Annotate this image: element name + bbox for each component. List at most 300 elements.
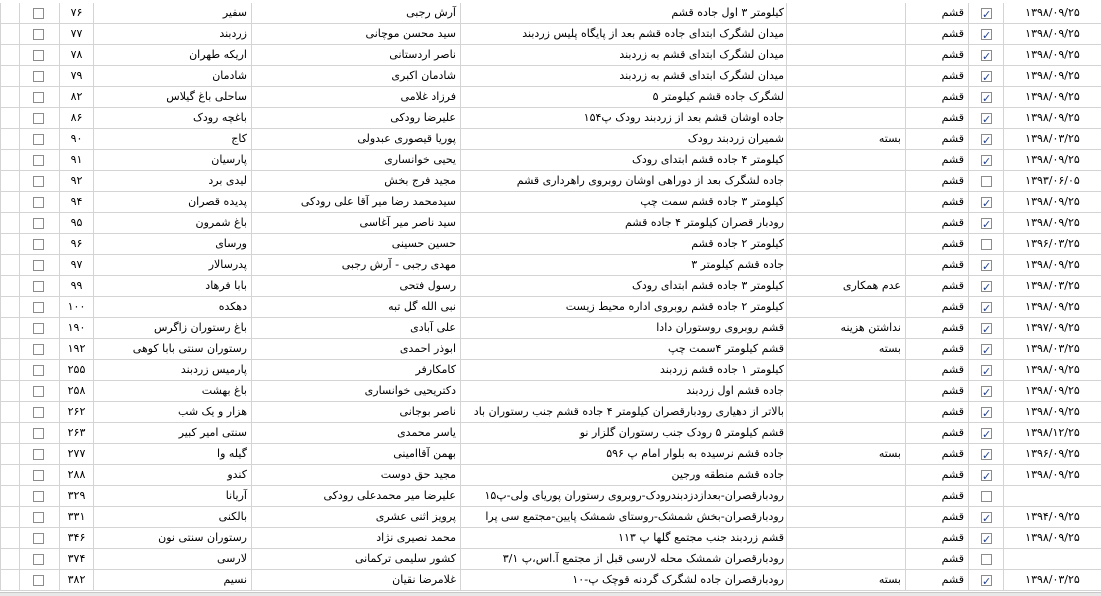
date-cell[interactable]: ۱۳۹۸/۰۹/۲۵ <box>1003 150 1101 170</box>
owner-name-cell[interactable]: یحیی خوانساری <box>251 150 460 170</box>
active-checkbox-cell[interactable] <box>968 381 1003 401</box>
row-select-checkbox[interactable] <box>33 512 44 523</box>
row-select-checkbox[interactable] <box>33 428 44 439</box>
owner-name-cell[interactable]: مهدی رجبی - آرش رجبی <box>251 255 460 275</box>
owner-name-cell[interactable]: حسین حسینی <box>251 234 460 254</box>
place-name-cell[interactable]: باغچه رودک <box>93 108 251 128</box>
city-cell[interactable]: قشم <box>905 3 968 23</box>
select-checkbox-cell[interactable] <box>19 213 59 233</box>
row-select-checkbox[interactable] <box>33 197 44 208</box>
active-checkbox[interactable] <box>981 323 992 334</box>
address-cell[interactable]: قشم روبروی روستوران دادا <box>460 318 786 338</box>
status-cell[interactable] <box>786 66 905 86</box>
place-name-cell[interactable]: نسیم <box>93 570 251 590</box>
date-cell[interactable]: ۱۳۹۸/۰۳/۲۵ <box>1003 570 1101 590</box>
id-cell[interactable]: ۲۸۸ <box>59 465 93 485</box>
date-cell[interactable] <box>1003 486 1101 506</box>
city-cell[interactable]: قشم <box>905 297 968 317</box>
city-cell[interactable]: قشم <box>905 486 968 506</box>
date-cell[interactable]: ۱۳۹۸/۰۳/۲۵ <box>1003 339 1101 359</box>
active-checkbox-cell[interactable] <box>968 3 1003 23</box>
owner-name-cell[interactable]: رسول فتحی <box>251 276 460 296</box>
active-checkbox[interactable] <box>981 29 992 40</box>
address-cell[interactable]: میدان لشگرک ابتدای قشم به زردبند <box>460 45 786 65</box>
place-name-cell[interactable]: گیله وا <box>93 444 251 464</box>
select-checkbox-cell[interactable] <box>19 276 59 296</box>
owner-name-cell[interactable]: علیرضا رودکی <box>251 108 460 128</box>
select-checkbox-cell[interactable] <box>19 465 59 485</box>
city-cell[interactable]: قشم <box>905 87 968 107</box>
id-cell[interactable]: ۸۲ <box>59 87 93 107</box>
owner-name-cell[interactable]: پوریا قیصوری عبدولی <box>251 129 460 149</box>
address-cell[interactable]: جاده قشم کیلومتر ۳ <box>460 255 786 275</box>
place-name-cell[interactable]: آریانا <box>93 486 251 506</box>
address-cell[interactable]: کیلومتر ۲ جاده قشم روبروی اداره محیط زیست <box>460 297 786 317</box>
active-checkbox-cell[interactable] <box>968 213 1003 233</box>
city-cell[interactable]: قشم <box>905 528 968 548</box>
active-checkbox-cell[interactable] <box>968 150 1003 170</box>
owner-name-cell[interactable]: علی آبادی <box>251 318 460 338</box>
select-checkbox-cell[interactable] <box>19 444 59 464</box>
city-cell[interactable]: قشم <box>905 24 968 44</box>
status-cell[interactable]: بسته <box>786 444 905 464</box>
city-cell[interactable]: قشم <box>905 129 968 149</box>
id-cell[interactable]: ۱۰۰ <box>59 297 93 317</box>
active-checkbox[interactable] <box>981 92 992 103</box>
date-cell[interactable]: ۱۳۹۸/۰۳/۲۵ <box>1003 276 1101 296</box>
address-cell[interactable]: کیلومتر ۲ جاده قشم <box>460 234 786 254</box>
place-name-cell[interactable]: لیدی برد <box>93 171 251 191</box>
active-checkbox[interactable] <box>981 218 992 229</box>
place-name-cell[interactable]: باغ شمرون <box>93 213 251 233</box>
active-checkbox[interactable] <box>981 386 992 397</box>
select-checkbox-cell[interactable] <box>19 87 59 107</box>
address-cell[interactable]: رودبارقصران-بعدازدزدبندرودک-روبروی رستوران پوریای ولی-پ۱۵ <box>460 486 786 506</box>
select-checkbox-cell[interactable] <box>19 255 59 275</box>
active-checkbox[interactable] <box>981 365 992 376</box>
address-cell[interactable]: رودبارقصران شمشک محله لارسی قبل از مجتمع آ.اس،پ ۳/۱ <box>460 549 786 569</box>
city-cell[interactable]: قشم <box>905 339 968 359</box>
select-checkbox-cell[interactable] <box>19 171 59 191</box>
city-cell[interactable]: قشم <box>905 423 968 443</box>
date-cell[interactable]: ۱۳۹۸/۰۳/۲۵ <box>1003 129 1101 149</box>
place-name-cell[interactable]: ورسای <box>93 234 251 254</box>
active-checkbox[interactable] <box>981 260 992 271</box>
active-checkbox[interactable] <box>981 554 992 565</box>
active-checkbox[interactable] <box>981 512 992 523</box>
city-cell[interactable]: قشم <box>905 507 968 527</box>
place-name-cell[interactable]: پدیده قصران <box>93 192 251 212</box>
address-cell[interactable]: رودبارقصران جاده لشگرک گردنه قوچک پ-۱۰ <box>460 570 786 590</box>
place-name-cell[interactable]: باغ بهشت <box>93 381 251 401</box>
row-select-checkbox[interactable] <box>33 113 44 124</box>
id-cell[interactable]: ۹۹ <box>59 276 93 296</box>
address-cell[interactable]: رودبارقصران-بخش شمشک-روستای شمشک پایین-مجتمع سی پرا <box>460 507 786 527</box>
row-select-checkbox[interactable] <box>33 344 44 355</box>
id-cell[interactable]: ۷۷ <box>59 24 93 44</box>
owner-name-cell[interactable]: شادمان اکبری <box>251 66 460 86</box>
status-cell[interactable] <box>786 507 905 527</box>
status-cell[interactable] <box>786 381 905 401</box>
active-checkbox[interactable] <box>981 71 992 82</box>
id-cell[interactable]: ۳۴۶ <box>59 528 93 548</box>
active-checkbox-cell[interactable] <box>968 339 1003 359</box>
active-checkbox-cell[interactable] <box>968 108 1003 128</box>
address-cell[interactable]: جاده قشم نرسیده به بلوار امام پ ۵۹۶ <box>460 444 786 464</box>
date-cell[interactable]: ۱۳۹۸/۰۹/۲۵ <box>1003 87 1101 107</box>
place-name-cell[interactable]: زردبند <box>93 24 251 44</box>
date-cell[interactable]: ۱۳۹۷/۰۹/۲۵ <box>1003 318 1101 338</box>
active-checkbox-cell[interactable] <box>968 45 1003 65</box>
place-name-cell[interactable]: رستوران سنتی بابا کوهی <box>93 339 251 359</box>
owner-name-cell[interactable]: ناصر بوجانی <box>251 402 460 422</box>
select-checkbox-cell[interactable] <box>19 381 59 401</box>
active-checkbox-cell[interactable] <box>968 192 1003 212</box>
city-cell[interactable]: قشم <box>905 381 968 401</box>
active-checkbox-cell[interactable] <box>968 297 1003 317</box>
place-name-cell[interactable]: کاج <box>93 129 251 149</box>
row-select-checkbox[interactable] <box>33 155 44 166</box>
id-cell[interactable]: ۹۱ <box>59 150 93 170</box>
id-cell[interactable]: ۹۲ <box>59 171 93 191</box>
active-checkbox-cell[interactable] <box>968 549 1003 569</box>
date-cell[interactable]: ۱۳۹۸/۰۹/۲۵ <box>1003 213 1101 233</box>
date-cell[interactable]: ۱۳۹۸/۰۹/۲۵ <box>1003 465 1101 485</box>
address-cell[interactable]: کیلومتر ۴ جاده قشم ابتدای رودک <box>460 150 786 170</box>
address-cell[interactable]: جاده لشگرک بعد از دوراهی اوشان روبروی راهرداری قشم <box>460 171 786 191</box>
address-cell[interactable]: شمیران زردبند رودک <box>460 129 786 149</box>
select-checkbox-cell[interactable] <box>19 507 59 527</box>
row-select-checkbox[interactable] <box>33 218 44 229</box>
select-checkbox-cell[interactable] <box>19 108 59 128</box>
place-name-cell[interactable]: پارمیس زردبند <box>93 360 251 380</box>
city-cell[interactable]: قشم <box>905 549 968 569</box>
select-checkbox-cell[interactable] <box>19 486 59 506</box>
row-select-checkbox[interactable] <box>33 281 44 292</box>
address-cell[interactable]: قشم کیلومتر ۵ رودک جنب رستوران گلزار نو <box>460 423 786 443</box>
status-cell[interactable]: بسته <box>786 570 905 590</box>
active-checkbox[interactable] <box>981 176 992 187</box>
date-cell[interactable]: ۱۳۹۶/۰۳/۲۵ <box>1003 234 1101 254</box>
status-cell[interactable] <box>786 171 905 191</box>
address-cell[interactable]: کیلومتر ۳ اول جاده قشم <box>460 3 786 23</box>
address-cell[interactable]: جاده اوشان قشم بعد از زردبند رودک پ۱۵۴ <box>460 108 786 128</box>
active-checkbox-cell[interactable] <box>968 360 1003 380</box>
active-checkbox[interactable] <box>981 50 992 61</box>
owner-name-cell[interactable]: کشور سلیمی ترکمانی <box>251 549 460 569</box>
select-checkbox-cell[interactable] <box>19 423 59 443</box>
status-cell[interactable] <box>786 24 905 44</box>
place-name-cell[interactable]: هزار و یک شب <box>93 402 251 422</box>
owner-name-cell[interactable]: بهمن آقاامینی <box>251 444 460 464</box>
row-select-checkbox[interactable] <box>33 50 44 61</box>
place-name-cell[interactable]: سفیر <box>93 3 251 23</box>
id-cell[interactable]: ۹۴ <box>59 192 93 212</box>
select-checkbox-cell[interactable] <box>19 297 59 317</box>
owner-name-cell[interactable]: یاسر محمدی <box>251 423 460 443</box>
date-cell[interactable]: ۱۳۹۸/۰۹/۲۵ <box>1003 402 1101 422</box>
id-cell[interactable]: ۱۹۲ <box>59 339 93 359</box>
owner-name-cell[interactable]: ناصر اردستانی <box>251 45 460 65</box>
status-cell[interactable] <box>786 234 905 254</box>
address-cell[interactable]: کیلومتر ۱ جاده قشم زردبند <box>460 360 786 380</box>
address-cell[interactable]: رودبار قصران کیلومتر ۴ جاده قشم <box>460 213 786 233</box>
active-checkbox[interactable] <box>981 575 992 586</box>
owner-name-cell[interactable]: محمد نصیری نژاد <box>251 528 460 548</box>
row-select-checkbox[interactable] <box>33 92 44 103</box>
place-name-cell[interactable]: اریکه طهران <box>93 45 251 65</box>
status-cell[interactable] <box>786 45 905 65</box>
active-checkbox-cell[interactable] <box>968 318 1003 338</box>
active-checkbox[interactable] <box>981 239 992 250</box>
select-checkbox-cell[interactable] <box>19 192 59 212</box>
row-select-checkbox[interactable] <box>33 134 44 145</box>
address-cell[interactable]: قشم زردبند جنب مجتمع گلها پ ۱۱۳ <box>460 528 786 548</box>
status-cell[interactable] <box>786 297 905 317</box>
id-cell[interactable]: ۷۶ <box>59 3 93 23</box>
horizontal-scrollbar[interactable] <box>0 592 1101 596</box>
address-cell[interactable]: کیلومتر ۳ جاده قشم ابتدای رودک <box>460 276 786 296</box>
select-checkbox-cell[interactable] <box>19 150 59 170</box>
date-cell[interactable]: ۱۳۹۸/۰۹/۲۵ <box>1003 255 1101 275</box>
date-cell[interactable]: ۱۳۹۸/۰۹/۲۵ <box>1003 24 1101 44</box>
active-checkbox-cell[interactable] <box>968 171 1003 191</box>
status-cell[interactable] <box>786 213 905 233</box>
city-cell[interactable]: قشم <box>905 66 968 86</box>
active-checkbox-cell[interactable] <box>968 234 1003 254</box>
id-cell[interactable]: ۳۷۴ <box>59 549 93 569</box>
date-cell[interactable]: ۱۳۹۸/۰۹/۲۵ <box>1003 192 1101 212</box>
active-checkbox-cell[interactable] <box>968 507 1003 527</box>
status-cell[interactable]: بسته <box>786 129 905 149</box>
active-checkbox-cell[interactable] <box>968 129 1003 149</box>
id-cell[interactable]: ۹۶ <box>59 234 93 254</box>
address-cell[interactable]: میدان لشگرک ابتدای جاده قشم بعد از پایگاه پلیس زردبند <box>460 24 786 44</box>
active-checkbox[interactable] <box>981 302 992 313</box>
id-cell[interactable]: ۲۶۲ <box>59 402 93 422</box>
id-cell[interactable]: ۷۸ <box>59 45 93 65</box>
id-cell[interactable]: ۱۹۰ <box>59 318 93 338</box>
id-cell[interactable]: ۹۰ <box>59 129 93 149</box>
date-cell[interactable]: ۱۳۹۸/۰۹/۲۵ <box>1003 108 1101 128</box>
owner-name-cell[interactable]: ابوذر احمدی <box>251 339 460 359</box>
select-checkbox-cell[interactable] <box>19 3 59 23</box>
status-cell[interactable]: عدم همکاری <box>786 276 905 296</box>
active-checkbox-cell[interactable] <box>968 570 1003 590</box>
active-checkbox[interactable] <box>981 197 992 208</box>
place-name-cell[interactable]: کندو <box>93 465 251 485</box>
id-cell[interactable]: ۳۲۹ <box>59 486 93 506</box>
address-cell[interactable]: قشم کیلومتر ۴سمت چپ <box>460 339 786 359</box>
owner-name-cell[interactable]: غلامرضا نقیان <box>251 570 460 590</box>
row-select-checkbox[interactable] <box>33 323 44 334</box>
status-cell[interactable] <box>786 423 905 443</box>
active-checkbox[interactable] <box>981 407 992 418</box>
city-cell[interactable]: قشم <box>905 318 968 338</box>
select-checkbox-cell[interactable] <box>19 129 59 149</box>
city-cell[interactable]: قشم <box>905 45 968 65</box>
place-name-cell[interactable]: بابا فرهاد <box>93 276 251 296</box>
status-cell[interactable] <box>786 255 905 275</box>
place-name-cell[interactable]: دهکده <box>93 297 251 317</box>
active-checkbox[interactable] <box>981 281 992 292</box>
address-cell[interactable]: بالاتر از دهیاری رودبارقصران کیلومتر ۴ جاده قشم جنب رستوران باد <box>460 402 786 422</box>
place-name-cell[interactable]: لارسی <box>93 549 251 569</box>
active-checkbox[interactable] <box>981 470 992 481</box>
city-cell[interactable]: قشم <box>905 444 968 464</box>
city-cell[interactable]: قشم <box>905 570 968 590</box>
row-select-checkbox[interactable] <box>33 176 44 187</box>
id-cell[interactable]: ۷۹ <box>59 66 93 86</box>
date-cell[interactable]: ۱۳۹۳/۰۶/۰۵ <box>1003 171 1101 191</box>
select-checkbox-cell[interactable] <box>19 318 59 338</box>
row-select-checkbox[interactable] <box>33 239 44 250</box>
select-checkbox-cell[interactable] <box>19 528 59 548</box>
address-cell[interactable]: میدان لشگرک ابتدای قشم به زردبند <box>460 66 786 86</box>
row-select-checkbox[interactable] <box>33 533 44 544</box>
active-checkbox-cell[interactable] <box>968 423 1003 443</box>
place-name-cell[interactable]: بالکنی <box>93 507 251 527</box>
row-select-checkbox[interactable] <box>33 8 44 19</box>
place-name-cell[interactable]: شادمان <box>93 66 251 86</box>
row-select-checkbox[interactable] <box>33 260 44 271</box>
date-cell[interactable]: ۱۳۹۸/۰۹/۲۵ <box>1003 66 1101 86</box>
id-cell[interactable]: ۹۷ <box>59 255 93 275</box>
active-checkbox-cell[interactable] <box>968 486 1003 506</box>
status-cell[interactable] <box>786 87 905 107</box>
active-checkbox[interactable] <box>981 155 992 166</box>
place-name-cell[interactable]: پدرسالار <box>93 255 251 275</box>
date-cell[interactable]: ۱۳۹۸/۰۹/۲۵ <box>1003 45 1101 65</box>
active-checkbox[interactable] <box>981 8 992 19</box>
active-checkbox-cell[interactable] <box>968 255 1003 275</box>
active-checkbox[interactable] <box>981 533 992 544</box>
row-select-checkbox[interactable] <box>33 554 44 565</box>
active-checkbox-cell[interactable] <box>968 444 1003 464</box>
id-cell[interactable]: ۲۵۵ <box>59 360 93 380</box>
owner-name-cell[interactable]: پرویز اثنی عشری <box>251 507 460 527</box>
active-checkbox-cell[interactable] <box>968 24 1003 44</box>
row-select-checkbox[interactable] <box>33 575 44 586</box>
owner-name-cell[interactable]: دکتریحیی خوانساری <box>251 381 460 401</box>
place-name-cell[interactable]: سنتی امیر کبیر <box>93 423 251 443</box>
active-checkbox-cell[interactable] <box>968 87 1003 107</box>
row-select-checkbox[interactable] <box>33 365 44 376</box>
city-cell[interactable]: قشم <box>905 108 968 128</box>
active-checkbox[interactable] <box>981 113 992 124</box>
status-cell[interactable]: نداشتن هزینه <box>786 318 905 338</box>
select-checkbox-cell[interactable] <box>19 549 59 569</box>
status-cell[interactable] <box>786 528 905 548</box>
row-select-checkbox[interactable] <box>33 29 44 40</box>
owner-name-cell[interactable]: علیرضا میر محمدعلی رودکی <box>251 486 460 506</box>
select-checkbox-cell[interactable] <box>19 234 59 254</box>
date-cell[interactable]: ۱۳۹۸/۰۹/۲۵ <box>1003 381 1101 401</box>
owner-name-cell[interactable]: فرزاد غلامی <box>251 87 460 107</box>
owner-name-cell[interactable]: سید ناصر میر آغاسی <box>251 213 460 233</box>
row-select-checkbox[interactable] <box>33 491 44 502</box>
active-checkbox[interactable] <box>981 134 992 145</box>
owner-name-cell[interactable]: مجید فرج بخش <box>251 171 460 191</box>
row-select-checkbox[interactable] <box>33 71 44 82</box>
active-checkbox-cell[interactable] <box>968 465 1003 485</box>
active-checkbox[interactable] <box>981 491 992 502</box>
select-checkbox-cell[interactable] <box>19 24 59 44</box>
owner-name-cell[interactable]: نبی الله گل تبه <box>251 297 460 317</box>
active-checkbox-cell[interactable] <box>968 66 1003 86</box>
select-checkbox-cell[interactable] <box>19 360 59 380</box>
active-checkbox-cell[interactable] <box>968 402 1003 422</box>
city-cell[interactable]: قشم <box>905 276 968 296</box>
address-cell[interactable]: کیلومتر ۳ جاده قشم سمت چپ <box>460 192 786 212</box>
place-name-cell[interactable]: رستوران سنتی نون <box>93 528 251 548</box>
id-cell[interactable]: ۲۷۷ <box>59 444 93 464</box>
status-cell[interactable] <box>786 549 905 569</box>
status-cell[interactable] <box>786 486 905 506</box>
address-cell[interactable]: جاده قشم اول زردبند <box>460 381 786 401</box>
status-cell[interactable] <box>786 150 905 170</box>
row-select-checkbox[interactable] <box>33 386 44 397</box>
place-name-cell[interactable]: باغ رستوران زاگرس <box>93 318 251 338</box>
city-cell[interactable]: قشم <box>905 465 968 485</box>
id-cell[interactable]: ۲۵۸ <box>59 381 93 401</box>
id-cell[interactable]: ۳۳۱ <box>59 507 93 527</box>
id-cell[interactable]: ۹۵ <box>59 213 93 233</box>
place-name-cell[interactable]: ساحلی باغ گیلاس <box>93 87 251 107</box>
city-cell[interactable]: قشم <box>905 192 968 212</box>
row-select-checkbox[interactable] <box>33 407 44 418</box>
city-cell[interactable]: قشم <box>905 360 968 380</box>
city-cell[interactable]: قشم <box>905 234 968 254</box>
date-cell[interactable] <box>1003 549 1101 569</box>
city-cell[interactable]: قشم <box>905 255 968 275</box>
id-cell[interactable]: ۸۶ <box>59 108 93 128</box>
active-checkbox[interactable] <box>981 344 992 355</box>
select-checkbox-cell[interactable] <box>19 66 59 86</box>
id-cell[interactable]: ۳۸۲ <box>59 570 93 590</box>
select-checkbox-cell[interactable] <box>19 570 59 590</box>
date-cell[interactable]: ۱۳۹۸/۰۹/۲۵ <box>1003 360 1101 380</box>
owner-name-cell[interactable]: مجید حق دوست <box>251 465 460 485</box>
status-cell[interactable] <box>786 402 905 422</box>
city-cell[interactable]: قشم <box>905 150 968 170</box>
date-cell[interactable]: ۱۳۹۸/۰۹/۲۵ <box>1003 528 1101 548</box>
address-cell[interactable]: لشگرک جاده قشم کیلومتر ۵ <box>460 87 786 107</box>
date-cell[interactable]: ۱۳۹۶/۰۹/۲۵ <box>1003 444 1101 464</box>
date-cell[interactable]: ۱۳۹۸/۱۲/۲۵ <box>1003 423 1101 443</box>
active-checkbox-cell[interactable] <box>968 528 1003 548</box>
select-checkbox-cell[interactable] <box>19 45 59 65</box>
select-checkbox-cell[interactable] <box>19 339 59 359</box>
id-cell[interactable]: ۲۶۳ <box>59 423 93 443</box>
date-cell[interactable]: ۱۳۹۸/۰۹/۲۵ <box>1003 3 1101 23</box>
city-cell[interactable]: قشم <box>905 171 968 191</box>
active-checkbox[interactable] <box>981 449 992 460</box>
owner-name-cell[interactable]: آرش رجبی <box>251 3 460 23</box>
active-checkbox[interactable] <box>981 428 992 439</box>
address-cell[interactable]: جاده قشم منطقه ورجین <box>460 465 786 485</box>
select-checkbox-cell[interactable] <box>19 402 59 422</box>
status-cell[interactable] <box>786 108 905 128</box>
active-checkbox-cell[interactable] <box>968 276 1003 296</box>
row-select-checkbox[interactable] <box>33 470 44 481</box>
status-cell[interactable] <box>786 360 905 380</box>
owner-name-cell[interactable]: کامکارفر <box>251 360 460 380</box>
row-select-checkbox[interactable] <box>33 302 44 313</box>
date-cell[interactable]: ۱۳۹۴/۰۹/۲۵ <box>1003 507 1101 527</box>
place-name-cell[interactable]: پارسیان <box>93 150 251 170</box>
city-cell[interactable]: قشم <box>905 402 968 422</box>
